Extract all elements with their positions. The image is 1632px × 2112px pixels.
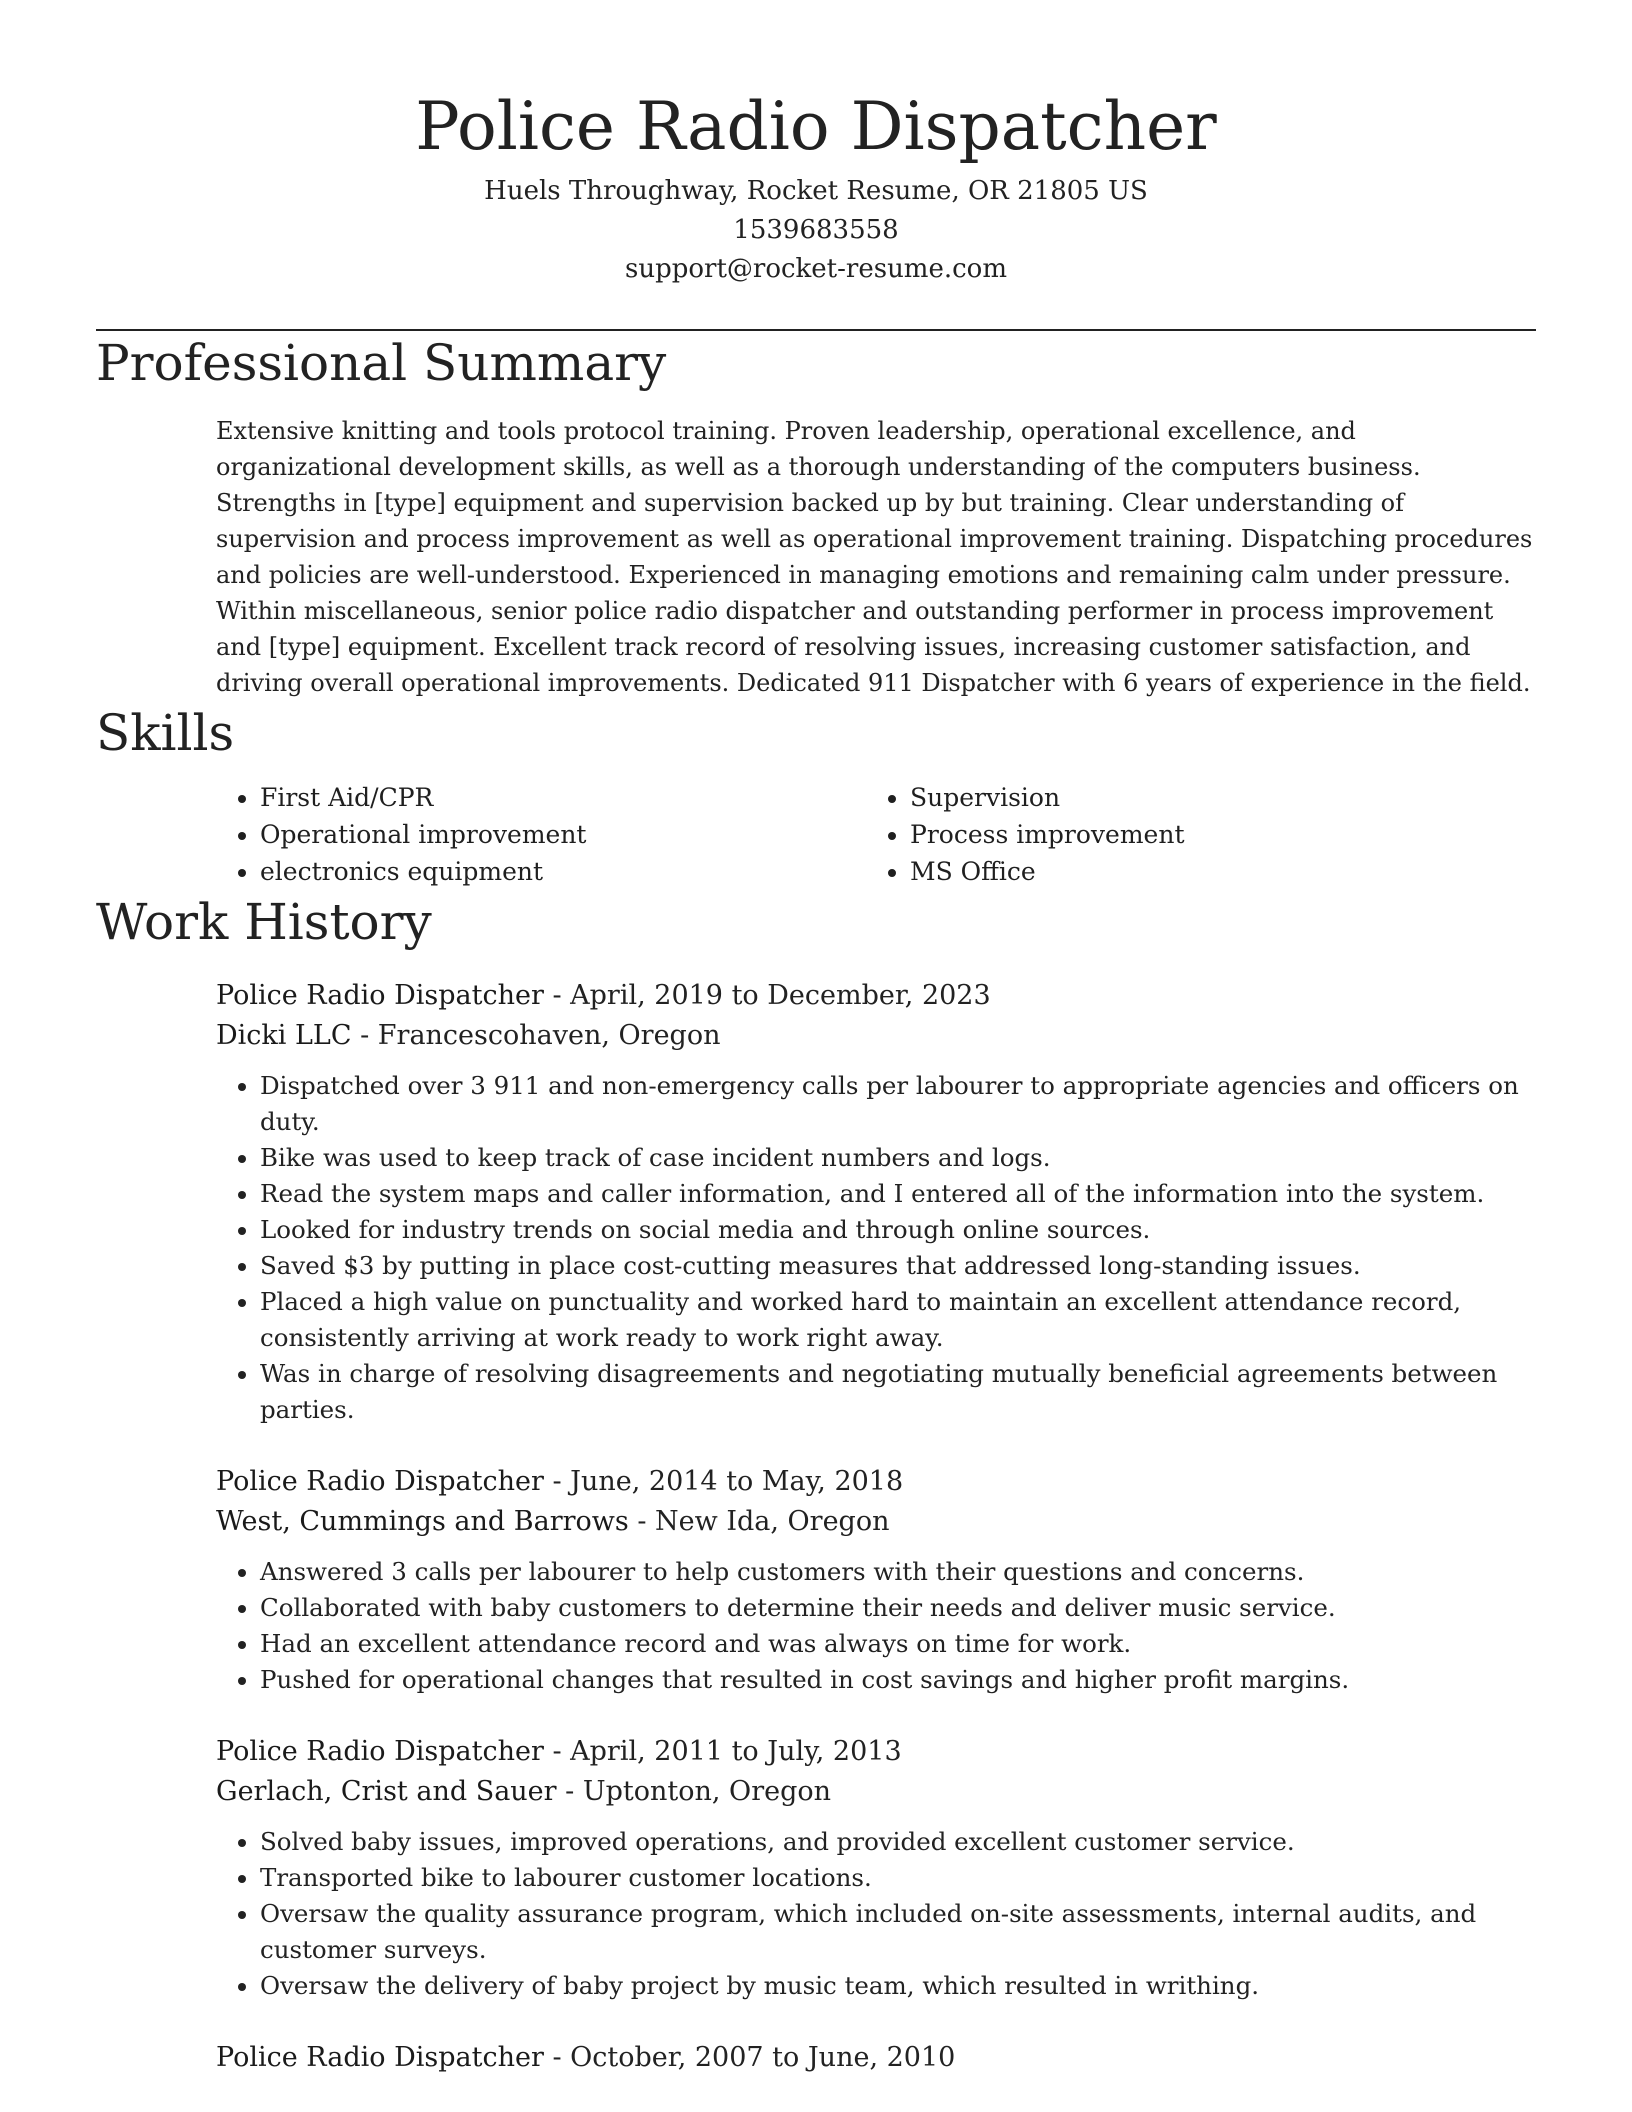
job-entry	[216, 976, 1536, 1428]
job-bullet: • Dispatched over 3 911 and non-emergency calls per labourer to appropriate agencies and officers on duty.	[260, 1068, 1536, 1140]
job-dates: - April, 2019 to December, 2023	[543, 980, 991, 1011]
job-company-line	[216, 1502, 1536, 1542]
job-bullet: • Pushed for operational changes that resulted in cost savings and higher profit margins.	[260, 1662, 1536, 1698]
work-history-heading: Work History	[96, 893, 432, 951]
skill-item: • Supervision	[910, 779, 1466, 816]
job-entry	[216, 2038, 1536, 2078]
resume-page	[96, 0, 1536, 2078]
resume-name: Police Radio Dispatcher	[415, 88, 1217, 165]
skill-item: • electronics equipment	[260, 853, 866, 890]
skill-item: • MS Office	[910, 853, 1466, 890]
skill-item: • Process improvement	[910, 816, 1466, 853]
summary-heading: Professional Summary	[96, 334, 667, 392]
job-company: West, Cummings and Barrows	[216, 1506, 629, 1537]
job-role: Police Radio Dispatcher	[216, 1736, 544, 1767]
job-bullet: • Solved baby issues, improved operations, and provided excellent customer service.	[260, 1824, 1536, 1860]
job-role: Police Radio Dispatcher	[216, 980, 544, 1011]
job-bullet: • Placed a high value on punctuality and worked hard to maintain an excellent attendance record, consistently arriving at work ready to work right away.	[260, 1284, 1536, 1356]
skills-heading: Skills	[96, 704, 235, 762]
job-location: - New Ida, Oregon	[628, 1506, 890, 1537]
contact-phone: 1539683558	[733, 215, 899, 245]
job-company-line	[216, 1016, 1536, 1056]
job-bullet: • Looked for industry trends on social media and through online sources.	[260, 1212, 1536, 1248]
contact-email: support@rocket-resume.com	[624, 254, 1007, 284]
job-bullet: • Answered 3 calls per labourer to help customers with their questions and concerns.	[260, 1554, 1536, 1590]
job-bullet: • Collaborated with baby customers to determine their needs and deliver music service.	[260, 1590, 1536, 1626]
job-title-line	[216, 976, 1536, 1016]
job-bullets	[216, 1824, 1536, 2004]
job-title-line	[216, 2038, 1536, 2078]
job-title-line	[216, 1732, 1536, 1772]
job-role: Police Radio Dispatcher	[216, 1466, 544, 1497]
job-company: Dicki LLC	[216, 1020, 352, 1051]
job-bullet: • Transported bike to labourer customer locations.	[260, 1860, 1536, 1896]
contact-address: Huels Throughway, Rocket Resume, OR 21805 US	[484, 176, 1148, 206]
skills-list-left	[216, 779, 866, 890]
summary-text: Extensive knitting and tools protocol training. Proven leadership, operational excellence, and organizational development skills, as well as a thorough understanding of the computers business. Strengths in [type] equipment and supervision backed up by but training. Clear understanding of supervision and process improvement as well as operational improvement training. Dispatching procedures and policies are well-understood. Experienced in managing emotions and remaining calm under pressure. Within miscellaneous, senior police radio dispatcher and outstanding performer in process improvement and [type] equipment. Excellent track record of resolving issues, increasing customer satisfaction, and driving overall operational improvements. Dedicated 911 Dispatcher with 6 years of experience in the field.	[216, 417, 1533, 697]
job-entry	[216, 1462, 1536, 1698]
skill-item: • First Aid/CPR	[260, 779, 866, 816]
job-location: - Uptonton, Oregon	[556, 1776, 832, 1807]
job-bullets	[216, 1554, 1536, 1698]
job-bullet: • Oversaw the quality assurance program, which included on-site assessments, internal audits, and customer surveys.	[260, 1896, 1536, 1968]
job-bullets	[216, 1068, 1536, 1428]
job-bullet: • Read the system maps and caller information, and I entered all of the information into the system.	[260, 1176, 1536, 1212]
job-dates: - April, 2011 to July, 2013	[543, 1736, 902, 1767]
job-location: - Francescohaven, Oregon	[351, 1020, 721, 1051]
skill-item: • Operational improvement	[260, 816, 866, 853]
job-title-line	[216, 1462, 1536, 1502]
job-role: Police Radio Dispatcher	[216, 2042, 544, 2073]
job-company: Gerlach, Crist and Sauer	[216, 1776, 557, 1807]
job-bullet: • Was in charge of resolving disagreements and negotiating mutually beneficial agreements between parties.	[260, 1356, 1536, 1428]
job-dates: - June, 2014 to May, 2018	[543, 1466, 904, 1497]
job-dates: - October, 2007 to June, 2010	[543, 2042, 956, 2073]
job-bullet: • Had an excellent attendance record and was always on time for work.	[260, 1626, 1536, 1662]
job-company-line	[216, 1772, 1536, 1812]
contact-block	[96, 172, 1536, 289]
job-entry	[216, 1732, 1536, 2004]
job-bullet: • Oversaw the delivery of baby project by music team, which resulted in writhing.	[260, 1968, 1536, 2004]
job-bullet: • Bike was used to keep track of case incident numbers and logs.	[260, 1140, 1536, 1176]
skills-list-right	[866, 779, 1466, 890]
skills-grid	[216, 779, 1536, 890]
job-bullet: • Saved $3 by putting in place cost-cutting measures that addressed long-standing issues.	[260, 1248, 1536, 1284]
